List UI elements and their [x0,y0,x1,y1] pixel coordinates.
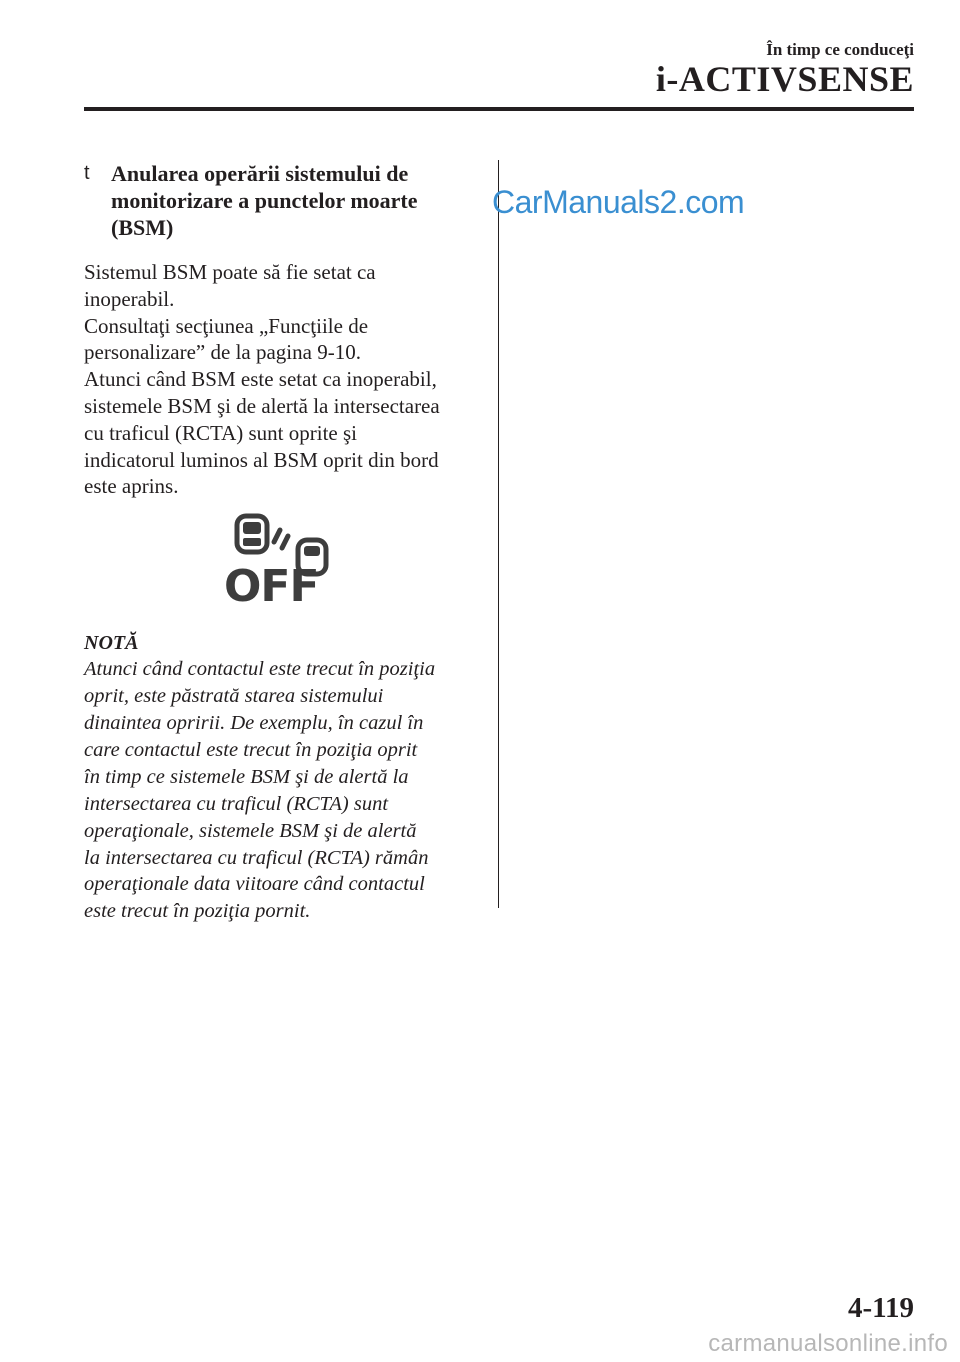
note-line: în timp ce sistemele BSM şi de alertă la [84,765,409,788]
header-section-title: În timp ce conduceţi [766,40,914,59]
body-line: este aprins. [84,474,179,499]
note-label: NOTĂ [84,632,139,655]
note-line: dinaintea opririi. De exemplu, în cazul în [84,711,424,734]
footer-watermark: carmanualsonline.info [708,1330,948,1357]
bsm-off-indicator-text: OFF [224,561,319,605]
body-line: indicatorul luminos al BSM oprit din bord [84,447,439,472]
column-divider [498,160,499,908]
body-line: Atunci când BSM este setat ca inoperabil, [84,367,437,392]
section-heading [84,160,474,241]
page-number: 4-119 [847,1292,914,1324]
note-line: intersectarea cu traficul (RCTA) sunt [84,792,389,815]
site-watermark: CarManuals2.com [492,184,745,220]
note-body [84,656,474,925]
header-chapter-title: i-ACTIVSENSE [655,59,914,99]
body-paragraph [84,259,474,500]
heading-line: Anularea operării sistemului de [111,161,409,186]
note-line: operaţionale, sistemele BSM şi de alertă [84,819,417,842]
note-line: oprit, este păstrată starea sistemului [84,685,384,708]
heading-line: (BSM) [111,215,174,240]
note-line: este trecut în poziţia pornit. [84,900,311,923]
body-line: personalizare” de la pagina 9-10. [84,340,361,365]
body-line: sistemele BSM şi de alertă la intersectarea [84,393,440,418]
note-line: Atunci când contactul este trecut în poziţia [84,658,436,681]
body-line: Sistemul BSM poate să fie setat ca [84,260,376,284]
body-line: Consultaţi secţiunea „Funcţiile de [84,313,369,338]
body-line: cu traficul (RCTA) sunt oprite şi [84,420,358,445]
body-line: inoperabil. [84,286,175,311]
note-line: care contactul este trecut în poziţia oprit [84,738,418,761]
left-column [84,160,474,925]
indicator-figure [84,512,474,612]
heading-line: monitorizare a punctelor moarte [111,188,418,213]
note-line: la intersectarea cu traficul (RCTA) rămân [84,846,429,869]
header-rule [84,107,914,111]
section-bullet-icon: t [84,162,90,184]
note-line: operaţionale data viitoare când contactul [84,873,425,896]
bsm-off-indicator-icon [224,512,334,604]
